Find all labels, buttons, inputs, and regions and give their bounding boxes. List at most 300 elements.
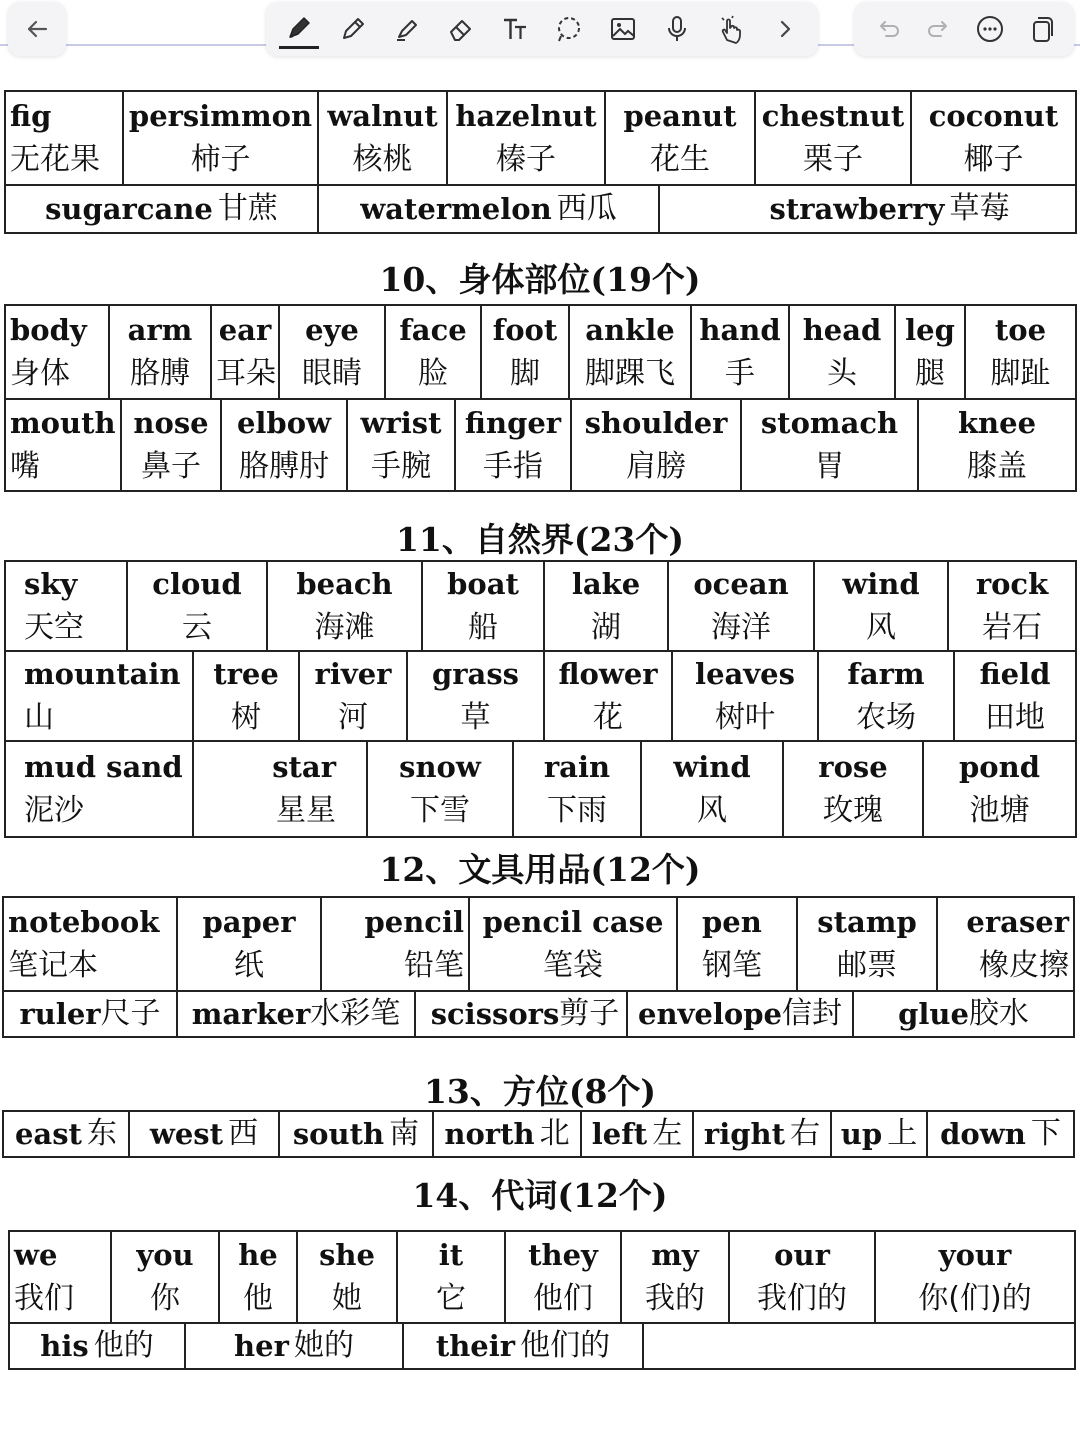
chinese-word: 胃 [814, 449, 845, 484]
english-word: wrist [360, 406, 442, 440]
directions-table [2, 1110, 1075, 1158]
english-word: mud sand [24, 750, 183, 784]
vocab-cell [926, 1112, 1073, 1156]
vocab-cell [176, 992, 414, 1036]
chinese-word: 核桃 [352, 142, 413, 177]
undo-button[interactable] [868, 9, 908, 49]
english-word: ankle [585, 313, 675, 347]
vocab-cell [947, 562, 1075, 650]
english-word: leaves [695, 657, 795, 691]
chinese-word: 我们 [14, 1281, 74, 1316]
chinese-word: 下雪 [410, 793, 470, 828]
vocab-cell [626, 992, 852, 1036]
english-word: paper [202, 905, 296, 939]
vocab-cell [620, 1232, 728, 1322]
vocab-cell [852, 992, 1073, 1036]
english-word: walnut [327, 99, 438, 133]
english-word: they [528, 1238, 598, 1272]
chinese-word: 星星 [276, 793, 336, 828]
english-word: glue [898, 997, 969, 1031]
english-word: coconut [928, 99, 1059, 133]
english-word: strawberry [769, 192, 945, 226]
vocab-cell [218, 1232, 296, 1322]
vocab-cell [754, 92, 910, 184]
chinese-word: 西瓜 [556, 191, 617, 226]
vocab-cell [126, 562, 266, 650]
vocab-cell [480, 306, 568, 398]
chevron-right-icon [770, 14, 800, 44]
chinese-word: 西 [228, 1116, 259, 1151]
vocab-cell [6, 742, 192, 836]
chinese-word: 手 [725, 356, 755, 391]
chinese-word: 下 [1030, 1116, 1061, 1151]
english-word: boat [447, 567, 519, 601]
pencil-tool-button[interactable] [333, 9, 373, 49]
chinese-word: 椰子 [963, 142, 1024, 177]
table-row [4, 898, 1073, 990]
undo-icon [873, 14, 903, 44]
english-word: fig [10, 99, 52, 133]
chinese-word: 水彩笔 [310, 996, 401, 1031]
chinese-word: 邮票 [837, 948, 897, 983]
hand-touch-icon [716, 14, 746, 44]
chinese-word: 脚趾 [990, 356, 1051, 391]
english-word: eraser [966, 905, 1069, 939]
vocab-cell [396, 1232, 504, 1322]
vocab-cell [298, 652, 406, 740]
english-word: she [319, 1238, 375, 1272]
english-word: envelope [638, 997, 782, 1031]
chinese-word: 花生 [650, 142, 710, 177]
table-row [4, 990, 1073, 1036]
english-word: her [234, 1329, 289, 1363]
chinese-word: 胳膊 [130, 356, 190, 391]
english-word: star [272, 750, 336, 784]
english-word: up [840, 1117, 883, 1151]
chinese-word: 你(们)的 [918, 1281, 1032, 1316]
touch-tool-button[interactable] [711, 9, 751, 49]
chinese-word: 手指 [483, 449, 543, 484]
vocab-cell [570, 400, 740, 490]
english-word: knee [957, 406, 1037, 440]
chinese-word: 纸 [234, 948, 264, 983]
vocab-cell [504, 1232, 620, 1322]
table-row [6, 650, 1075, 740]
chinese-word: 花 [593, 700, 623, 735]
english-word: farm [847, 657, 925, 691]
image-icon [608, 14, 638, 44]
english-word: mountain [24, 657, 181, 691]
chinese-word: 脸 [418, 356, 448, 391]
chinese-word: 嘴 [10, 449, 40, 484]
microphone-tool-button[interactable] [657, 9, 697, 49]
vocab-cell [580, 1112, 692, 1156]
vocab-cell [667, 562, 813, 650]
body-parts-table [4, 304, 1077, 492]
chinese-word: 钢笔 [702, 948, 762, 983]
more-tools-button[interactable] [765, 9, 805, 49]
chinese-word: 岩石 [982, 610, 1042, 645]
english-word: chestnut [761, 99, 905, 133]
chinese-word: 他们 [533, 1281, 593, 1316]
section-title: 11、自然界(23个) [395, 520, 685, 559]
section-title: 14、代词(12个) [412, 1176, 668, 1215]
vocab-cell [120, 400, 220, 490]
chinese-word: 笔袋 [543, 948, 603, 983]
text-icon [500, 14, 530, 44]
english-word: east [14, 1117, 82, 1151]
vocab-cell [108, 306, 210, 398]
chinese-word: 甘蔗 [217, 191, 278, 226]
vocab-cell [964, 306, 1075, 398]
english-word: sugarcane [45, 192, 213, 226]
chinese-word: 泥沙 [24, 793, 84, 828]
english-word: ocean [693, 567, 789, 601]
chinese-word: 海滩 [314, 610, 375, 645]
vocab-cell [830, 1112, 926, 1156]
english-word: toe [994, 313, 1047, 347]
english-word: your [938, 1238, 1012, 1272]
copy-icon [1026, 14, 1056, 44]
english-word: stomach [760, 406, 899, 440]
chinese-word: 河 [338, 700, 368, 735]
english-word: hazelnut [455, 99, 597, 133]
vocab-cell [894, 306, 964, 398]
chinese-word: 它 [436, 1281, 466, 1316]
chinese-word: 她的 [293, 1328, 354, 1363]
chinese-word: 北 [539, 1116, 570, 1151]
english-word: rain [543, 750, 611, 784]
vocab-cell [128, 1112, 278, 1156]
chinese-word: 田地 [985, 700, 1045, 735]
vocab-cell [917, 400, 1075, 490]
vocab-cell [402, 1324, 642, 1368]
chinese-word: 胶水 [968, 996, 1029, 1031]
vocab-cell [220, 400, 346, 490]
chinese-word: 柿子 [190, 142, 251, 177]
highlighter-tool-button[interactable] [387, 9, 427, 49]
english-word: marker [191, 997, 311, 1031]
chinese-word: 云 [182, 610, 212, 645]
english-word: shoulder [584, 406, 728, 440]
english-word: ear [218, 313, 272, 347]
table-row [6, 562, 1075, 650]
chinese-word: 农场 [856, 700, 916, 735]
english-word: scissors [430, 997, 560, 1031]
vocab-cell [936, 898, 1073, 990]
redo-button[interactable] [919, 9, 959, 49]
vocab-cell [4, 1112, 128, 1156]
chinese-word: 他们的 [520, 1328, 611, 1363]
chinese-word: 风 [866, 610, 896, 645]
english-word: notebook [8, 905, 160, 939]
vocab-cell [568, 306, 690, 398]
vocab-cell [421, 562, 543, 650]
history-toolbar [854, 2, 1074, 56]
nature-table [4, 560, 1077, 838]
pencil-icon [338, 14, 368, 44]
chinese-word: 左 [652, 1116, 683, 1151]
vocab-cell [278, 306, 384, 398]
vocab-cell [110, 1232, 218, 1322]
text-tool-button[interactable] [495, 9, 535, 49]
english-word: persimmon [128, 99, 313, 133]
vocab-cell [468, 898, 676, 990]
vocab-cell [728, 1232, 874, 1322]
chinese-word: 山 [24, 700, 54, 735]
chinese-word: 右 [790, 1116, 821, 1151]
english-word: we [14, 1238, 58, 1272]
section-title: 12、文具用品(12个) [379, 850, 701, 889]
vocab-cell [192, 742, 366, 836]
vocab-cell [874, 1232, 1074, 1322]
chinese-word: 栗子 [803, 142, 863, 177]
chinese-word: 膝盖 [967, 449, 1027, 484]
arrow-left-icon [22, 14, 52, 44]
copy-page-button[interactable] [1021, 9, 1061, 49]
vocab-cell [4, 992, 176, 1036]
chinese-word: 铅笔 [404, 948, 464, 983]
table-row [6, 306, 1075, 398]
vocab-cell [454, 400, 570, 490]
english-word: beach [296, 567, 393, 601]
english-word: cloud [152, 567, 242, 601]
english-word: he [238, 1238, 278, 1272]
chinese-word: 湖 [591, 610, 621, 645]
english-word: eye [305, 313, 359, 347]
vocab-cell [432, 1112, 580, 1156]
chinese-word: 上 [887, 1116, 918, 1151]
table-row [6, 740, 1075, 836]
vocab-cell [512, 742, 640, 836]
english-word: pen [702, 905, 762, 939]
chinese-word: 风 [697, 793, 727, 828]
vocab-cell [953, 652, 1075, 740]
chinese-word: 树 [231, 700, 261, 735]
pronouns-table [8, 1230, 1076, 1370]
vocab-cell [210, 306, 278, 398]
back-button[interactable] [17, 9, 57, 49]
english-word: you [136, 1238, 194, 1272]
chinese-word: 他的 [93, 1328, 154, 1363]
chinese-word: 肩膀 [626, 449, 686, 484]
vocab-cell [604, 92, 754, 184]
english-word: arm [127, 313, 193, 347]
english-word: tree [213, 657, 279, 691]
section-title: 10、身体部位(19个) [379, 260, 701, 299]
highlighter-icon [392, 14, 422, 44]
english-word: ruler [19, 997, 101, 1031]
vocab-cell [176, 898, 320, 990]
vocab-cell [796, 898, 936, 990]
vocab-cell [278, 1112, 432, 1156]
chinese-word: 身体 [10, 356, 70, 391]
chinese-word: 东 [87, 1116, 118, 1151]
english-word: mouth [10, 406, 116, 440]
english-word: body [10, 313, 87, 347]
chinese-word: 草莓 [949, 191, 1010, 226]
chinese-word: 我的 [645, 1281, 705, 1316]
chinese-word: 无花果 [10, 142, 100, 177]
english-word: wind [842, 567, 920, 601]
vocab-cell [414, 992, 626, 1036]
empty-cell [642, 1324, 1074, 1368]
table-row [6, 398, 1075, 490]
english-word: nose [133, 406, 209, 440]
more-icon [975, 14, 1005, 44]
vocab-cell [446, 92, 604, 184]
english-word: my [651, 1238, 699, 1272]
pen-icon [284, 13, 314, 43]
chinese-word: 下雨 [547, 793, 607, 828]
english-word: head [802, 313, 882, 347]
vocab-cell [740, 400, 917, 490]
vocab-cell [788, 306, 894, 398]
chinese-word: 脚踝飞 [585, 356, 675, 391]
chinese-word: 玫瑰 [823, 793, 883, 828]
english-word: flower [558, 657, 658, 691]
vocab-cell [6, 306, 108, 398]
vocab-cell [6, 186, 317, 232]
chinese-word: 他 [243, 1281, 273, 1316]
english-word: their [435, 1329, 516, 1363]
english-word: stamp [817, 905, 917, 939]
vocab-cell [122, 92, 317, 184]
vocab-cell [4, 898, 176, 990]
vocab-cell [266, 562, 421, 650]
image-tool-button[interactable] [603, 9, 643, 49]
vocab-cell [184, 1324, 402, 1368]
vocab-cell [6, 400, 120, 490]
vocab-cell [384, 306, 480, 398]
chinese-word: 海洋 [711, 610, 771, 645]
chinese-word: 脚 [510, 356, 540, 391]
vocab-cell [296, 1232, 396, 1322]
drawing-toolbar [266, 2, 818, 56]
english-word: south [292, 1117, 385, 1151]
table-row [4, 1112, 1073, 1156]
vocab-cell [817, 652, 953, 740]
english-word: finger [464, 406, 562, 440]
eraser-tool-button[interactable] [441, 9, 481, 49]
chinese-word: 天空 [24, 610, 84, 645]
pen-tool-button[interactable] [279, 9, 319, 49]
chinese-word: 信封 [781, 996, 842, 1031]
english-word: face [399, 313, 467, 347]
english-word: west [149, 1117, 224, 1151]
vocab-cell [782, 742, 922, 836]
chinese-word: 南 [389, 1116, 420, 1151]
english-word: sky [24, 567, 78, 601]
english-word: north [444, 1117, 535, 1151]
english-word: right [703, 1117, 785, 1151]
chinese-word: 胳膊肘 [239, 449, 329, 484]
english-word: pencil case [482, 905, 664, 939]
chinese-word: 榛子 [496, 142, 556, 177]
vocab-cell [10, 1232, 110, 1322]
chinese-word: 耳朵 [216, 356, 276, 391]
vocab-cell [922, 742, 1075, 836]
english-word: hand [699, 313, 781, 347]
chinese-word: 眼睛 [302, 356, 362, 391]
vocab-cell [676, 898, 796, 990]
chinese-word: 头 [827, 356, 857, 391]
table-row [10, 1232, 1074, 1322]
redo-icon [924, 14, 954, 44]
chinese-word: 草 [460, 700, 491, 735]
english-word: his [40, 1329, 89, 1363]
chinese-word: 尺子 [100, 996, 161, 1031]
english-word: lake [571, 567, 641, 601]
lasso-icon [554, 14, 584, 44]
vocab-cell [10, 1324, 184, 1368]
stationery-table [2, 896, 1075, 1038]
vocab-cell [6, 92, 122, 184]
fruit-table [4, 90, 1077, 234]
english-word: it [438, 1238, 464, 1272]
english-word: pencil [364, 905, 464, 939]
english-word: rock [975, 567, 1049, 601]
english-word: rose [818, 750, 888, 784]
chinese-word: 手腕 [371, 449, 431, 484]
vocab-cell [346, 400, 454, 490]
vocab-cell [317, 186, 658, 232]
table-row [10, 1322, 1074, 1368]
chinese-word: 腿 [915, 356, 945, 391]
english-word: wind [673, 750, 751, 784]
chinese-word: 池塘 [969, 793, 1030, 828]
vocab-cell [910, 92, 1075, 184]
chinese-word: 你 [150, 1281, 180, 1316]
english-word: elbow [236, 406, 332, 440]
english-word: peanut [623, 99, 737, 133]
vocab-cell [690, 306, 788, 398]
vocab-cell [813, 562, 947, 650]
english-word: field [979, 657, 1051, 691]
vocab-cell [406, 652, 543, 740]
chinese-word: 笔记本 [8, 948, 98, 983]
table-row [6, 92, 1075, 184]
english-word: pond [959, 750, 1040, 784]
english-word: watermelon [360, 192, 552, 226]
vocab-cell [320, 898, 468, 990]
vocab-cell [317, 92, 446, 184]
english-word: river [314, 657, 392, 691]
table-row [6, 184, 1075, 232]
english-word: foot [492, 313, 558, 347]
vocab-cell [543, 652, 671, 740]
lasso-tool-button[interactable] [549, 9, 589, 49]
vocab-cell [543, 562, 667, 650]
english-word: left [591, 1117, 648, 1151]
back-button-container [8, 2, 66, 56]
chinese-word: 船 [468, 610, 498, 645]
more-options-button[interactable] [970, 9, 1010, 49]
vocab-cell [192, 652, 298, 740]
vocab-cell [640, 742, 782, 836]
chinese-word: 橡皮擦 [979, 948, 1069, 983]
english-word: grass [432, 657, 519, 691]
vocab-cell [6, 652, 192, 740]
eraser-icon [446, 14, 476, 44]
chinese-word: 鼻子 [141, 449, 201, 484]
chinese-word: 树叶 [715, 700, 775, 735]
chinese-word: 我们的 [757, 1281, 847, 1316]
vocab-cell [692, 1112, 830, 1156]
english-word: snow [399, 750, 481, 784]
vocab-cell [6, 562, 126, 650]
microphone-icon [662, 14, 692, 44]
